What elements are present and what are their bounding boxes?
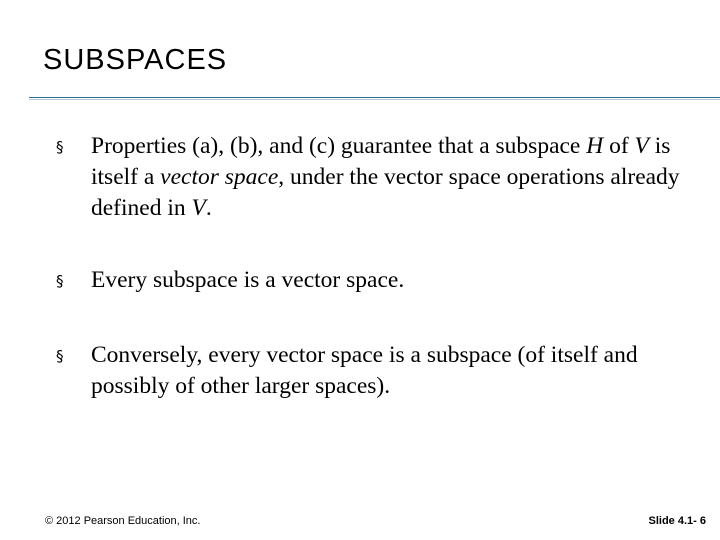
slide-title: SUBSPACES [43, 44, 228, 76]
bullet-text-part: is itself a [91, 133, 671, 190]
bullet-text-part: Properties (a), (b), and (c) guarantee that a subspace [91, 133, 587, 159]
copyright-footer: © 2012 Pearson Education, Inc. [45, 515, 201, 527]
bullet-marker: § [56, 347, 64, 365]
bullet-text: Conversely, every vector space is a subspace (of itself and possibly of other larger spaces). [91, 342, 638, 399]
bullet-text: Every subspace is a vector space. [91, 267, 405, 293]
emphasis-vector-space: vector space [160, 164, 279, 190]
title-rule-shadow [29, 99, 720, 100]
math-variable-v: V [634, 133, 649, 159]
bullet-text-part: of [603, 133, 635, 159]
math-variable-h: H [586, 133, 604, 159]
math-variable-v: V [191, 195, 206, 221]
bullet-marker: § [56, 272, 64, 290]
bullet-marker: § [56, 138, 64, 156]
bullet-text [91, 131, 681, 224]
slide-number: Slide 4.1- 6 [648, 515, 706, 527]
bullet-text-part: . [205, 195, 212, 221]
bullet-text-part: , under the vector space operations already defined in [91, 164, 680, 221]
title-rule [29, 97, 720, 98]
